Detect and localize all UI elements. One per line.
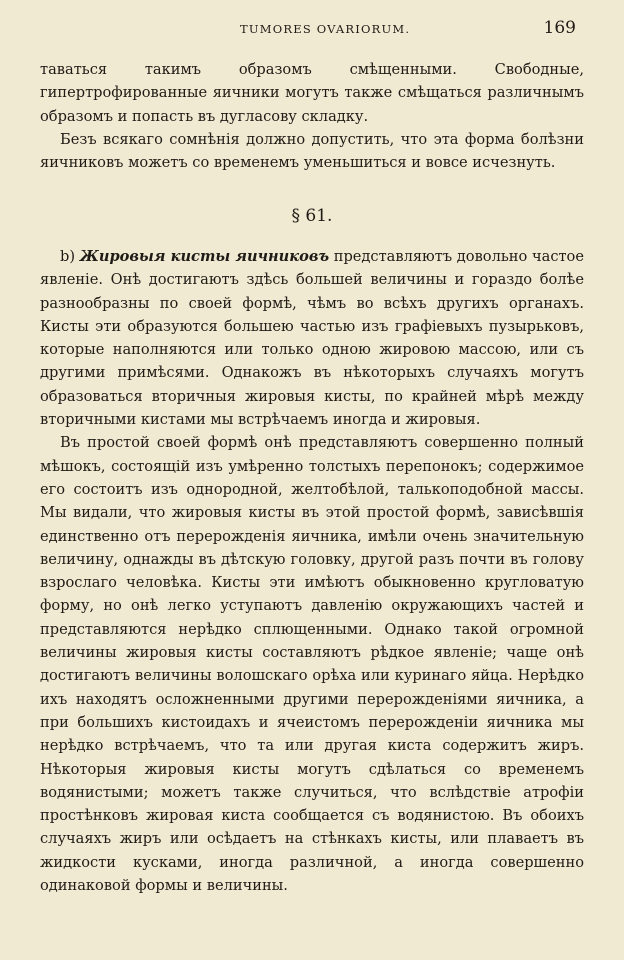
item-body-text: представляютъ довольно частое явленіе. Онѣ достигаютъ здѣсь большей величины и гораздо болѣе разнообразны по своей формѣ, чѣмъ во всѣхъ другихъ органахъ. Кисты эти образуются большею частью изъ графіевыхъ пузырьковъ, которые наполняются или только одною жировою массою, или съ другими примѣсями. Однакожъ въ нѣкоторыхъ случаяхъ могутъ образоваться вторичныя жировыя кисты, по крайней мѣрѣ между вторичными кистами мы встрѣчаемъ иногда и жировыя. <box>40 248 584 429</box>
page-number: 169 <box>543 18 576 38</box>
paragraph-simple-form: Въ простой своей формѣ онѣ представляютъ совершенно полный мѣшокъ, состоящій изъ умѣренно толстыхъ перепонокъ; содержимое его состоитъ изъ однородной, желтобѣлой, талькоподобной массы. Мы видали, что жировыя кисты въ этой простой формѣ, зависѣвшія единственно отъ перерожденія яичника, имѣли очень значительную величину, однажды въ дѣтскую головку, другой разъ почти въ голову взрослаго человѣка. Кисты эти имѣютъ обыкновенно кругловатую форму, но онѣ легко уступаютъ давленію окружающихъ частей и представляются нерѣдко сплющенными. Однако такой огромной величины жировыя кисты составляютъ рѣдкое явленіе; чаще онѣ достигаютъ величины волошскаго орѣха или куринаго яйца. Нерѣдко ихъ находятъ осложненными другими перерожденіями яичника, а при большихъ кистоидахъ и ячеистомъ перерожденіи яичника мы нерѣдко встрѣчаемъ, что та или другая киста содержитъ жиръ. Нѣкоторыя жировыя кисты могутъ сдѣлаться со временемъ водянистыми; можетъ также случиться, что вслѣдствіе атрофіи простѣнковъ жировая киста сообщается съ водянистою. Въ обоихъ случаяхъ жиръ или осѣдаетъ на стѣнкахъ кисты, или плаваетъ въ жидкости кусками, иногда различной, а иногда совершенно одинаковой формы и величины. <box>40 434 584 895</box>
top-text-block <box>40 58 584 174</box>
running-head: TUMORES OVARIORUM. <box>240 22 411 36</box>
section-heading: § 61. <box>291 206 333 226</box>
page-header <box>0 14 624 44</box>
item-label: b) <box>60 248 76 265</box>
item-lead-term: Жировыя кисты яичниковъ <box>79 248 330 265</box>
paragraph-conclusion: Безъ всякаго сомнѣнія должно допустить, что эта форма болѣзни яичниковъ можетъ со временемъ уменьшиться и вовсе исчезнуть. <box>40 130 584 172</box>
paragraph-fat-cysts <box>40 245 584 431</box>
main-text-block <box>40 245 584 897</box>
paragraph-continuation: таваться такимъ образомъ смѣщенными. Свободные, гипертрофированные яичники могутъ также смѣщаться различнымъ образомъ и попасть въ дугласову складку. <box>40 61 584 125</box>
